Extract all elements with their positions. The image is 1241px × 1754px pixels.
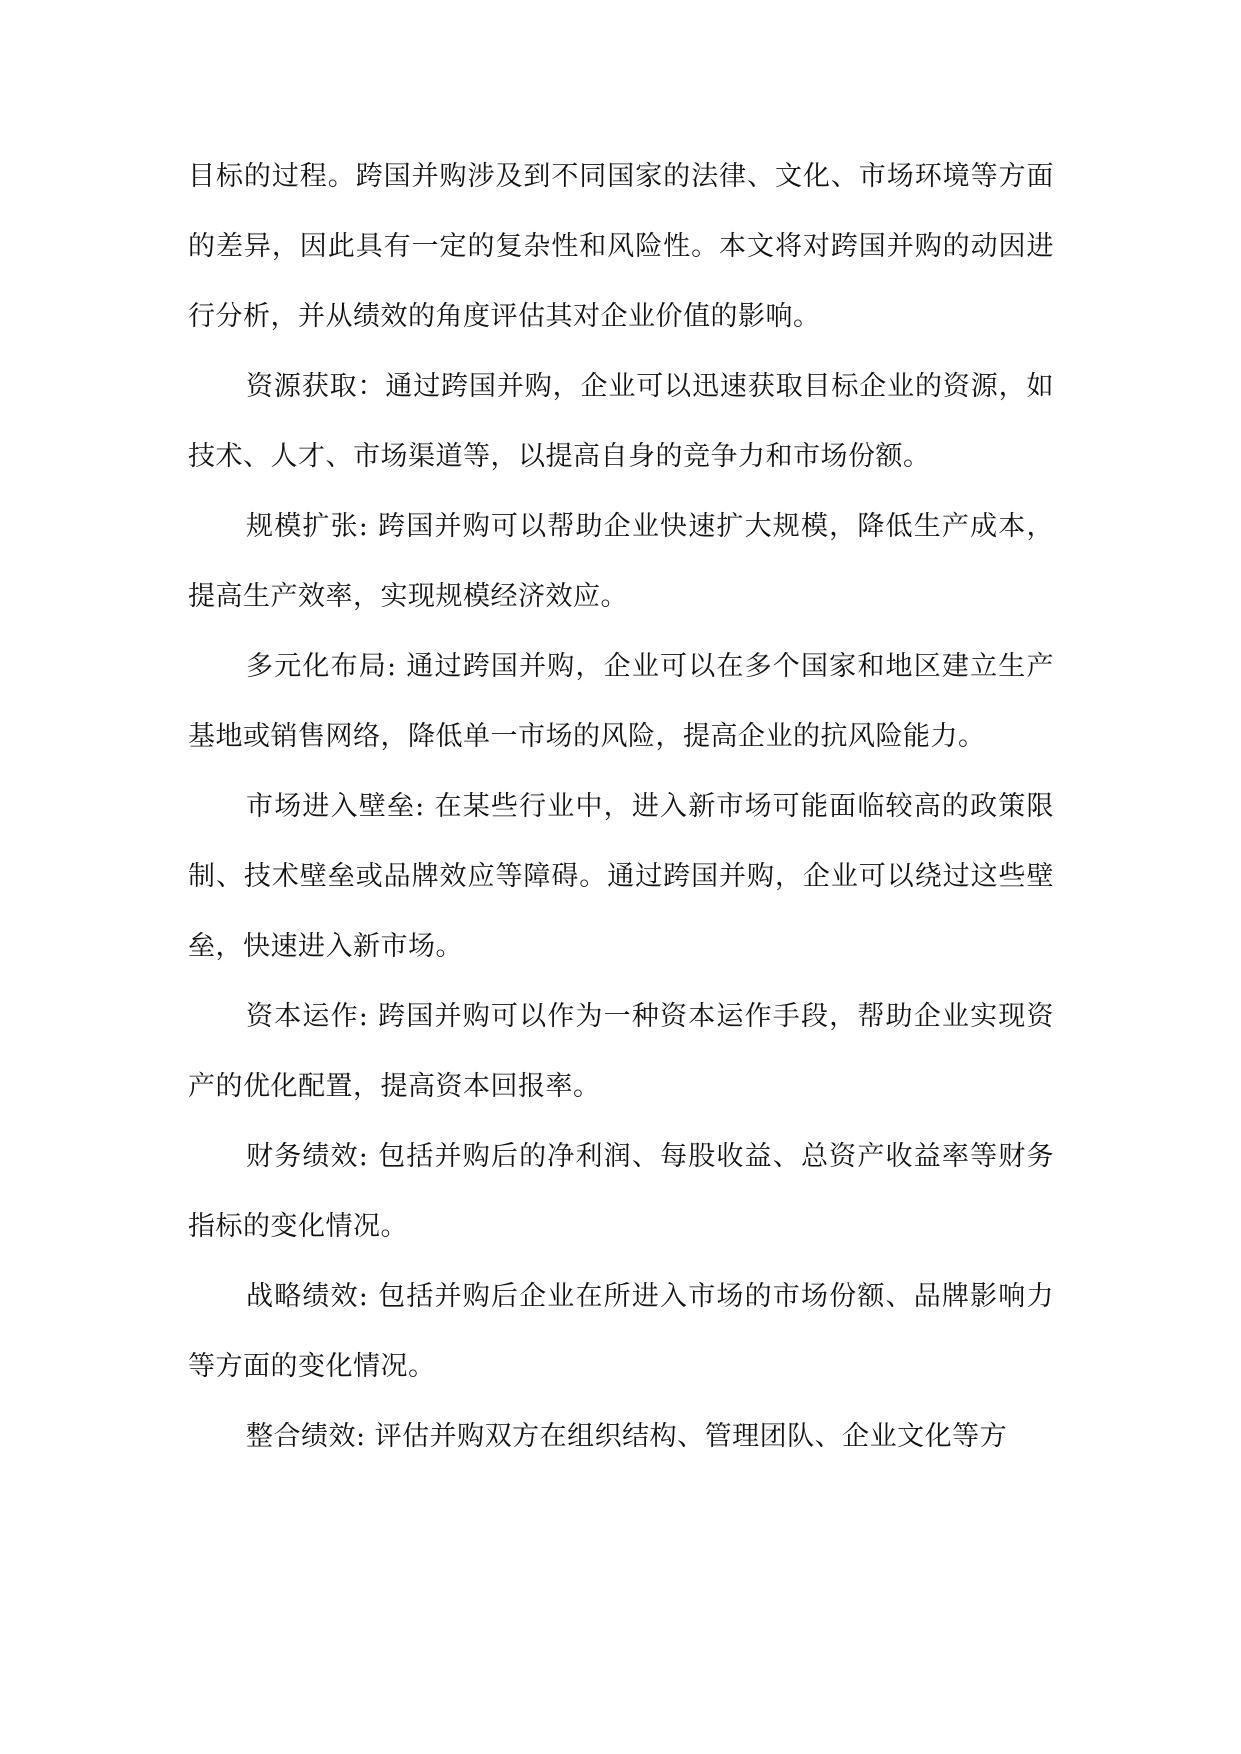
paragraph-resource-acquisition: 资源获取：通过跨国并购，企业可以迅速获取目标企业的资源，如技术、人才、市场渠道等，以提高自身的竞争力和市场份额。 [188, 371, 1054, 472]
paragraph-capital-operation: 资本运作: 跨国并购可以作为一种资本运作手段，帮助企业实现资产的优化配置，提高资本回报率。 [188, 1001, 1054, 1102]
document-body [188, 142, 1054, 1472]
paragraph-market-entry-barriers: 市场进入壁垒: 在某些行业中，进入新市场可能面临较高的政策限制、技术壁垒或品牌效应等障碍。通过跨国并购，企业可以绕过这些壁垒，快速进入新市场。 [188, 791, 1054, 962]
paragraph-diversification: 多元化布局: 通过跨国并购，企业可以在多个国家和地区建立生产基地或销售网络，降低单一市场的风险，提高企业的抗风险能力。 [188, 651, 1054, 752]
paragraph-strategic-performance: 战略绩效: 包括并购后企业在所进入市场的市场份额、品牌影响力等方面的变化情况。 [188, 1281, 1054, 1382]
paragraph-financial-performance: 财务绩效: 包括并购后的净利润、每股收益、总资产收益率等财务指标的变化情况。 [188, 1141, 1054, 1242]
paragraph-intro: 目标的过程。跨国并购涉及到不同国家的法律、文化、市场环境等方面的差异，因此具有一定的复杂性和风险性。本文将对跨国并购的动因进行分析，并从绩效的角度评估其对企业价值的影响。 [188, 161, 1054, 332]
paragraph-scale-expansion: 规模扩张: 跨国并购可以帮助企业快速扩大规模，降低生产成本，提高生产效率，实现规模经济效应。 [188, 511, 1054, 612]
paragraph-integration-performance: 整合绩效: 评估并购双方在组织结构、管理团队、企业文化等方 [246, 1421, 1008, 1452]
